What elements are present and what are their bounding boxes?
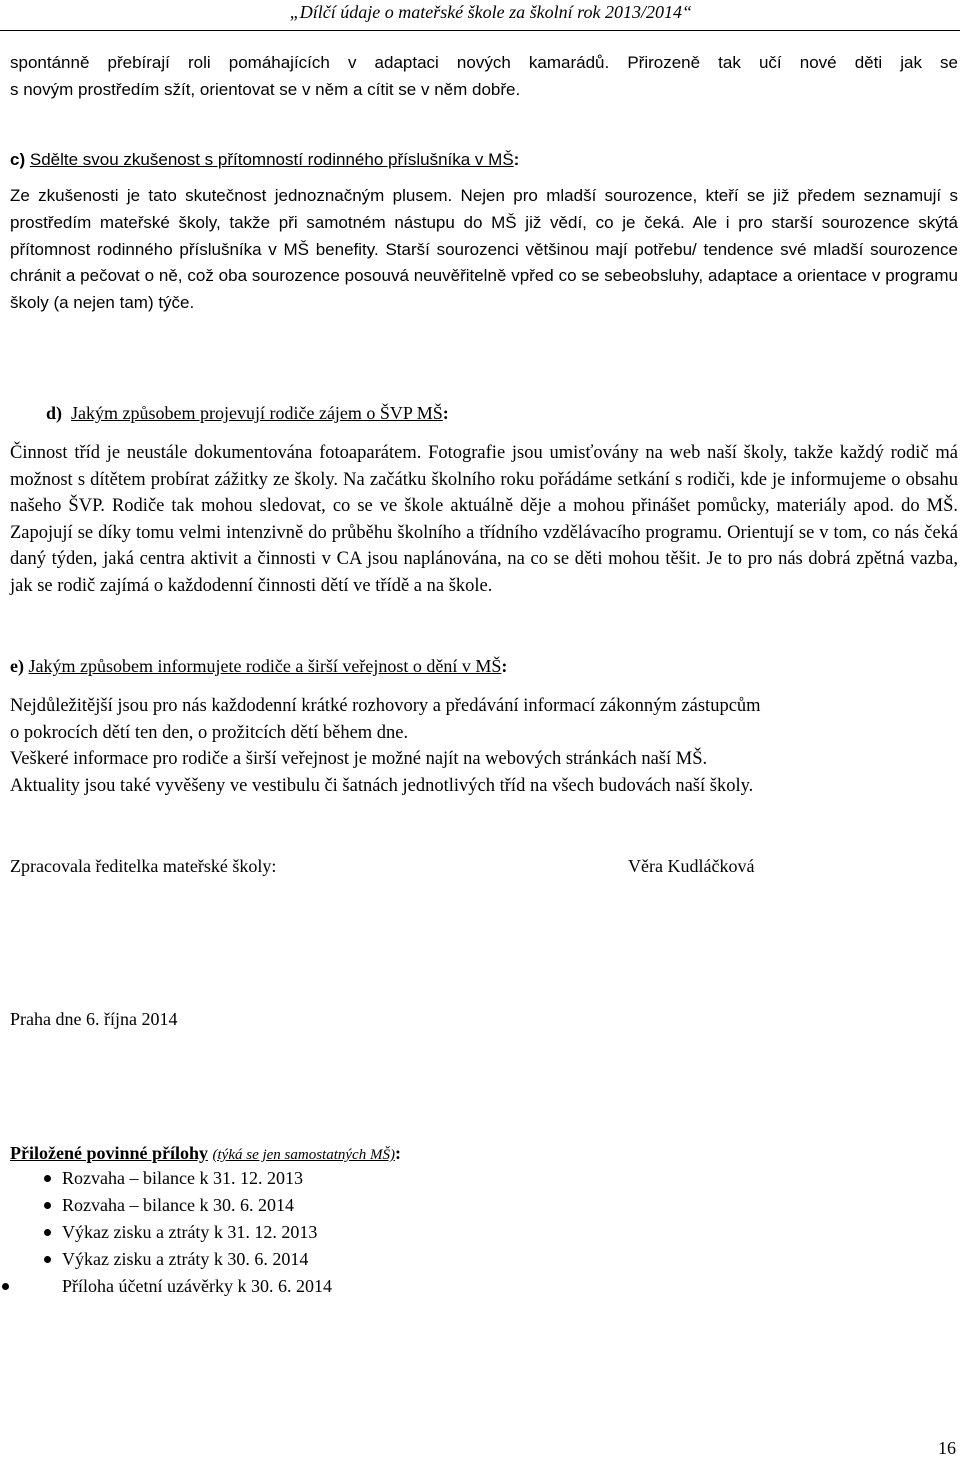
bullet-icon <box>44 1256 51 1263</box>
section-e-line-2: o pokrocích dětí ten den, o prožitcích dětí během dne. <box>10 722 409 743</box>
section-e-line-4: Aktuality jsou také vyvěšeny ve vestibulu či šatnách jednotlivých tříd na všech budovách naší školy. <box>10 775 754 796</box>
section-c-colon: : <box>513 150 520 169</box>
signature-label: Zpracovala ředitelka mateřské školy: <box>10 856 277 876</box>
bullet-icon <box>44 1175 51 1182</box>
section-e-text <box>10 693 958 799</box>
page-number: 16 <box>938 1438 956 1458</box>
section-d-title: Jakým způsobem projevují rodiče zájem o ŠVP MŠ <box>71 403 443 423</box>
section-e-colon: : <box>501 656 508 676</box>
page-header-title: „Dílčí údaje o mateřské škole za školní rok 2013/2014“ <box>289 2 692 22</box>
section-e-heading <box>10 653 958 680</box>
signature-name: Věra Kudláčková <box>628 856 755 876</box>
section-c-title: Sdělte svou zkušenost s přítomností rodinného příslušníka v MŠ <box>29 150 514 169</box>
list-item <box>0 1192 600 1219</box>
list-item <box>0 1273 600 1300</box>
bullet-icon <box>2 1283 9 1290</box>
attachment-label: Výkaz zisku a ztráty k 30. 6. 2014 <box>62 1249 309 1269</box>
list-item <box>0 1246 600 1273</box>
attachment-label: Příloha účetní uzávěrky k 30. 6. 2014 <box>62 1276 332 1296</box>
attachment-label: Rozvaha – bilance k 31. 12. 2013 <box>62 1168 303 1188</box>
list-item <box>0 1165 600 1192</box>
intro-line-2: s novým prostředím sžít, orientovat se v něm a cítit se v něm dobře. <box>10 79 521 99</box>
section-e-line-3: Veškeré informace pro rodiče a širší veřejnost je možné najít na webových stránkách naší MŠ. <box>10 749 708 770</box>
bullet-icon <box>44 1229 51 1236</box>
place-date: Praha dne 6. října 2014 <box>10 1009 178 1029</box>
list-item <box>0 1219 600 1246</box>
header-divider <box>0 30 960 31</box>
attachments-colon: : <box>394 1143 401 1163</box>
bullet-icon <box>44 1202 51 1209</box>
intro-paragraph <box>10 50 958 103</box>
attachment-label: Výkaz zisku a ztráty k 31. 12. 2013 <box>62 1222 318 1242</box>
intro-line-1: spontánně přebírají roli pomáhajících v adaptaci nových kamarádů. Přirozeně tak učí nové děti jak se <box>10 53 958 72</box>
section-d-heading <box>46 400 946 427</box>
section-d-colon: : <box>442 403 449 423</box>
section-e-letter: e) <box>10 656 24 676</box>
section-d-letter: d) <box>46 403 63 423</box>
section-d-text: Činnost tříd je neustále dokumentována fotoaparátem. Fotografie jsou umisťovány na web naší školy, takže každý rodič má možnost s dítětem probírat zážitky ze školy. Na začátku školního roku pořádáme setkání s rodiči, kde je informujeme o obsahu našeho ŠVP. Rodiče tak mohou sledovat, co se ve škole aktuálně děje a mohou přinášet pomůcky, materiály apod. do MŠ. Zapojují se díky tomu velmi intenzivně do průběhu školního a třídního vzdělávacího programu. Orientují se v tom, co nás čeká daný týden, jaká centra aktivit a činnosti v CA jsou naplánována, na co se děti mohou těšit. Je to pro nás dobrá zpětná vazba, jak se rodič zajímá o každodenní činnosti dětí ve třídě a na škole. <box>10 443 958 596</box>
attachments-list <box>0 1165 600 1300</box>
attachment-label: Rozvaha – bilance k 30. 6. 2014 <box>62 1195 294 1215</box>
section-e-title: Jakým způsobem informujete rodiče a širší veřejnost o dění v MŠ <box>28 656 502 676</box>
section-c-text: Ze zkušenosti je tato skutečnost jednoznačným plusem. Nejen pro mladší sourozence, kteří se již předem seznamují s prostředím mateřské školy, takže při samotném nástupu do MŠ již vědí, co je čeká. Ale i pro starší sourozence skýtá přítomnost rodinného příslušníka v MŠ benefity. Starší sourozenci většinou mají potřebu/ tendence své mladší sourozence chránit a pečovat o ně, což oba sourozence posouvá neuvěřitelně vpřed co se sebeobsluhy, adaptace a orientace v programu školy (a nejen tam) týče. <box>10 186 958 313</box>
attachments-note: (týká se jen samostatných MŠ) <box>212 1147 395 1163</box>
section-c-heading <box>10 147 958 174</box>
section-c-letter: c) <box>10 150 26 169</box>
attachments-title: Přiložené povinné přílohy <box>10 1143 208 1163</box>
section-e-line-1: Nejdůležitější jsou pro nás každodenní krátké rozhovory a předávání informací zákonným zástupcům <box>10 696 761 716</box>
